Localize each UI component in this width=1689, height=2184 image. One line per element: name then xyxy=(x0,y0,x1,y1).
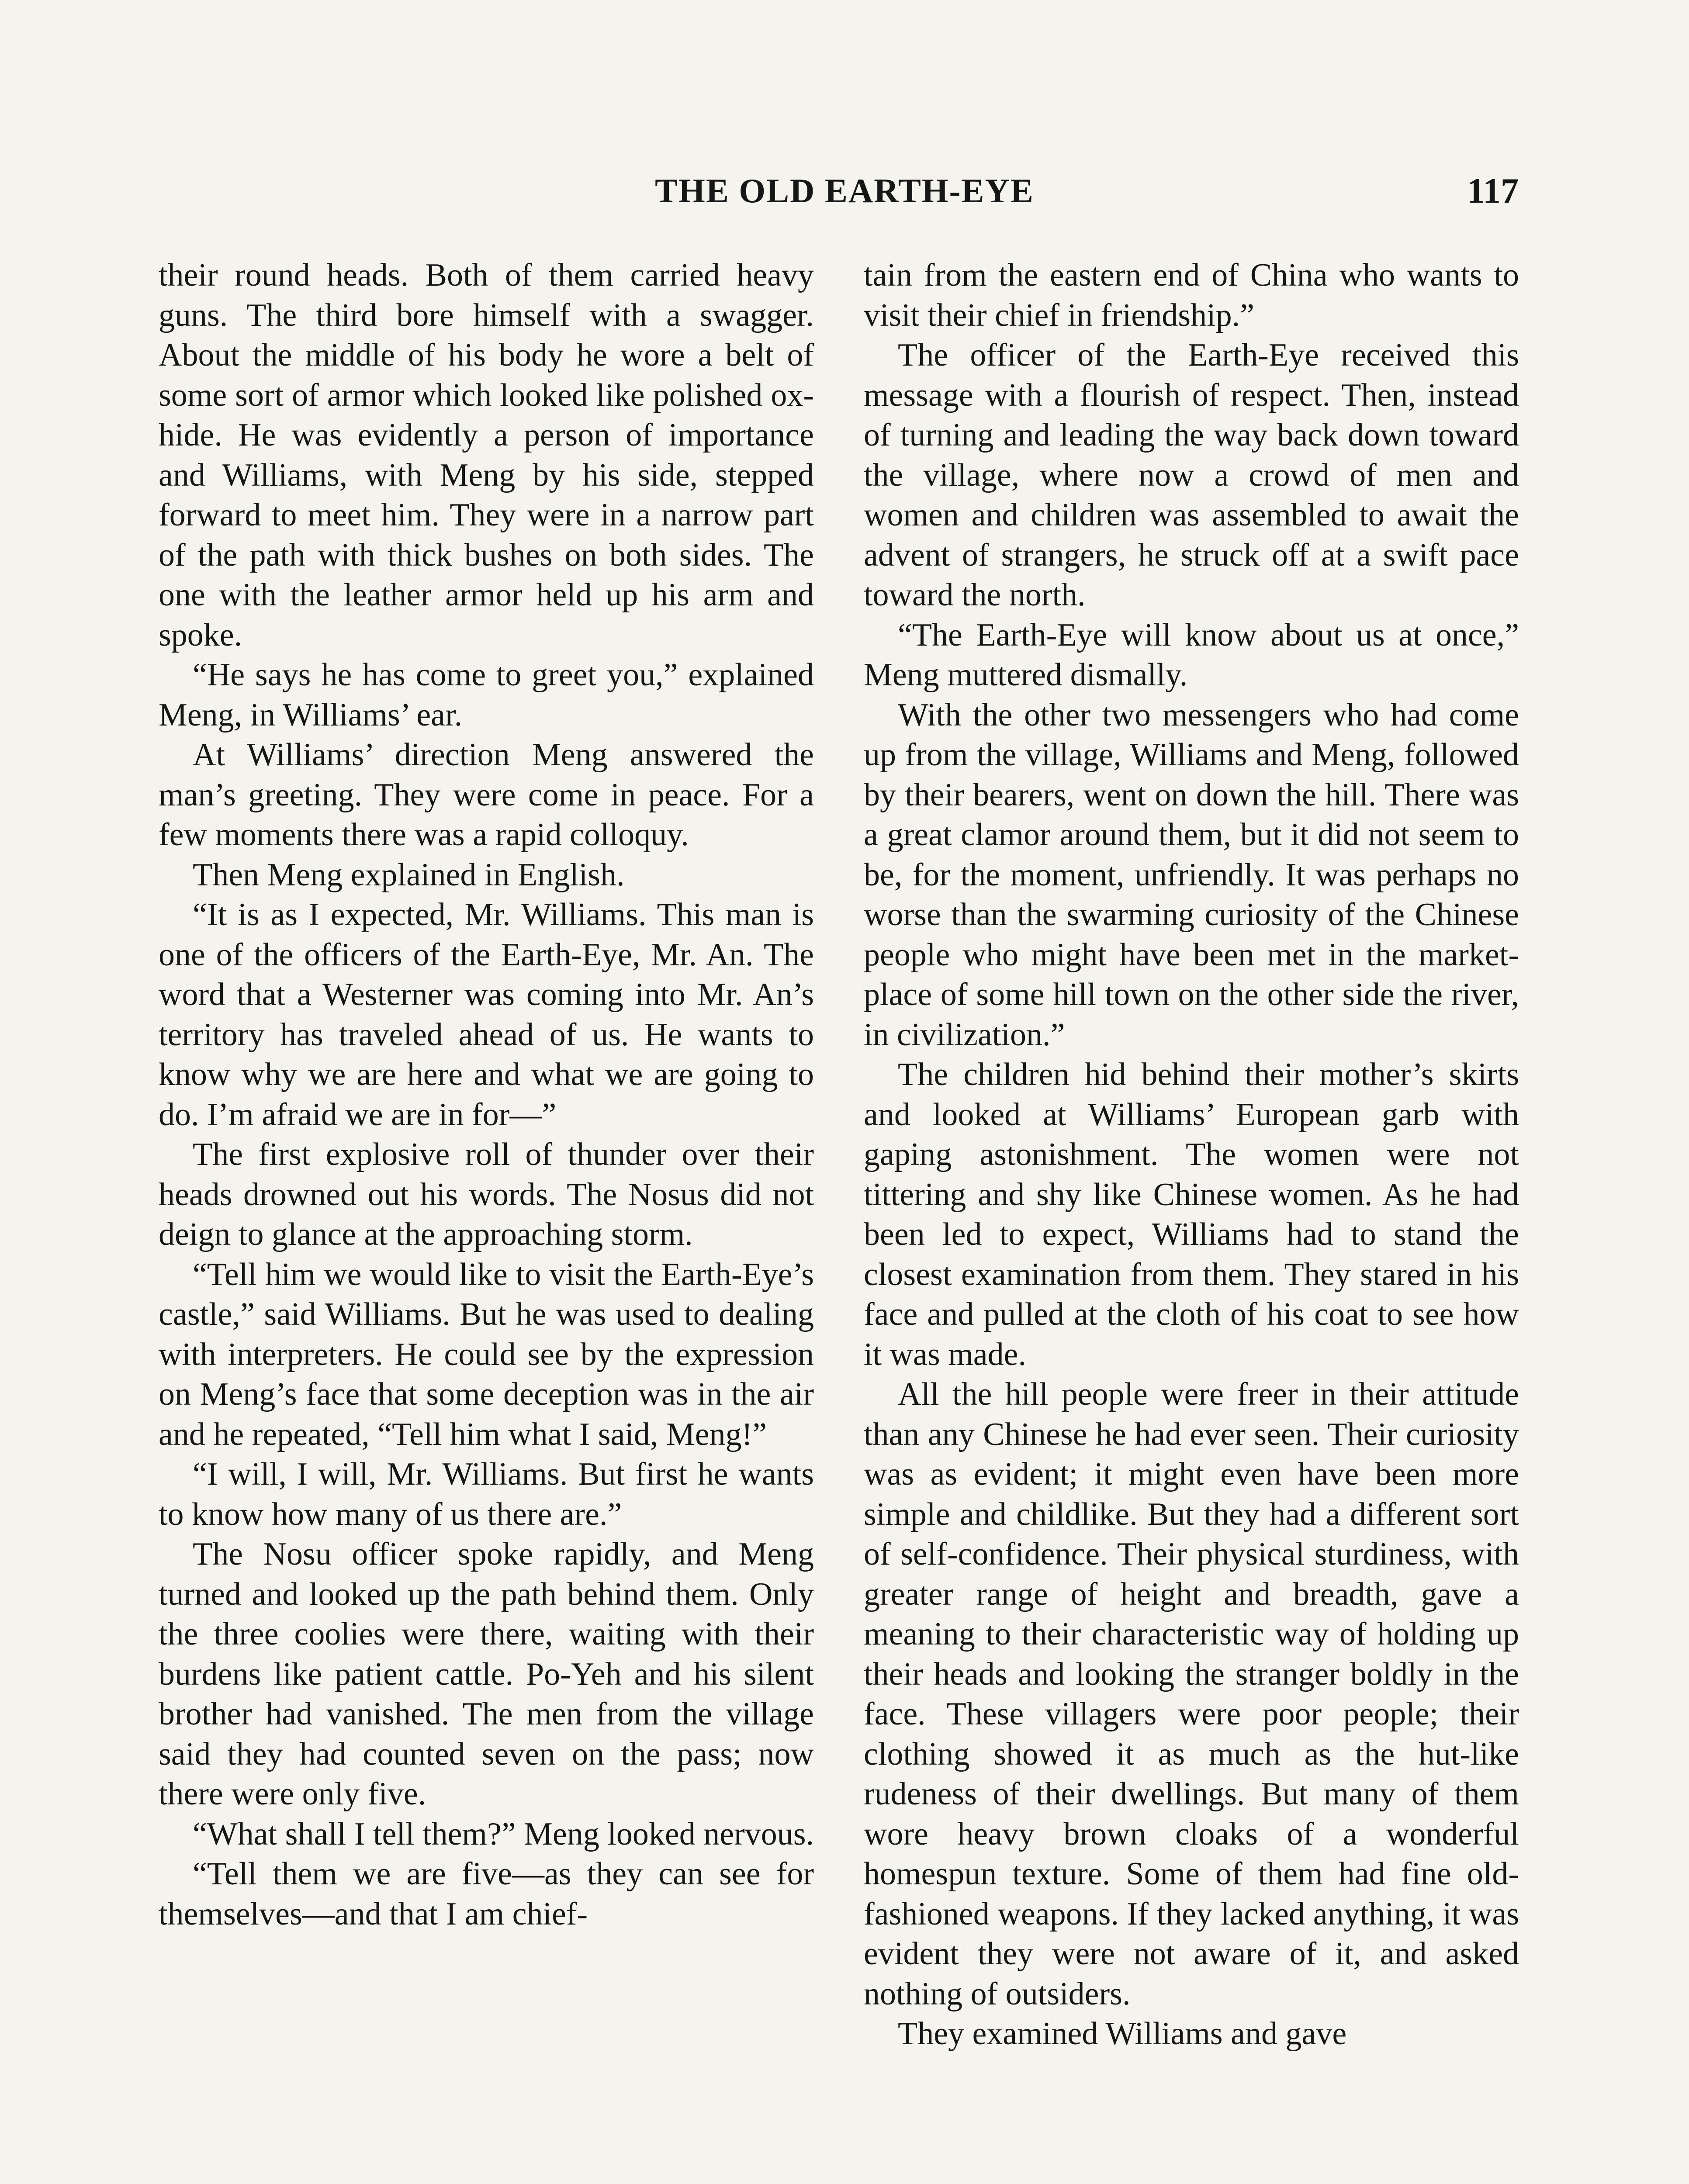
paragraph: “He says he has come to greet you,” explained Meng, in Williams’ ear. xyxy=(159,657,814,733)
right-column xyxy=(864,256,1519,2054)
page-number: 117 xyxy=(1467,171,1519,211)
paragraph: The first explosive roll of thunder over their heads drowned out his words. The Nosus did not deign to glance at the approaching storm. xyxy=(159,1137,814,1252)
paragraph: All the hill people were freer in their attitude than any Chinese he had ever seen. Their curiosity was as evident; it might even have been more simple and childlike. But they had a different sort of self-confidence. Their physical sturdiness, with greater range of height and breadth, gave a meaning to their characteristic way of holding up their heads and looking the stranger boldly in the face. These villagers were poor people; their clothing showed it as much as the hut-like rudeness of their dwellings. But many of them wore heavy brown cloaks of a wonderful homespun texture. Some of them had fine old-fashioned weapons. If they lacked anything, it was evident they were not aware of it, and asked nothing of outsiders. xyxy=(864,1376,1519,2012)
paragraph: Then Meng explained in English. xyxy=(193,857,625,893)
paragraph: The Nosu officer spoke rapidly, and Meng turned and looked up the path behind them. Only the three coolies were there, waiting with their burdens like patient cattle. Po-Yeh and his silent brother had vanished. The men from the village said they had counted seven on the pass; now there were only five. xyxy=(159,1536,814,1812)
left-column xyxy=(159,256,814,1934)
paragraph: their round heads. Both of them carried heavy guns. The third bore himself with a swagger. About the middle of his body he wore a belt of some sort of armor which looked like polished ox-hide. He was evidently a person of importance and Williams, with Meng by his side, stepped forward to meet him. They were in a narrow part of the path with thick bushes on both sides. The one with the leather armor held up his arm and spoke. xyxy=(159,257,814,653)
paragraph: “What shall I tell them?” Meng looked nervous. xyxy=(193,1816,814,1852)
paragraph: “I will, I will, Mr. Williams. But first he wants to know how many of us there are.” xyxy=(159,1456,814,1532)
running-head: THE OLD EARTH-EYE xyxy=(655,172,1034,210)
paragraph: tain from the eastern end of China who wants to visit their chief in friendship.” xyxy=(864,257,1519,333)
paragraph: The children hid behind their mother’s skirts and looked at Williams’ European garb with gaping astonishment. The women were not tittering and shy like Chinese women. As he had been led to expect, Williams had to stand the closest examination from them. They stared in his face and pulled at the cloth of his coat to see how it was made. xyxy=(864,1057,1519,1372)
paragraph: At Williams’ direction Meng answered the man’s greeting. They were come in peace. For a few moments there was a rapid colloquy. xyxy=(159,737,814,853)
paragraph: They examined Williams and gave xyxy=(898,2016,1347,2052)
page-header xyxy=(0,167,1689,215)
paragraph: With the other two messengers who had come up from the village, Williams and Meng, followed by their bearers, went on down the hill. There was a great clamor around them, but it did not seem to be, for the moment, unfriendly. It was perhaps no worse than the swarming curiosity of the Chinese people who might have been met in the market-place of some hill town on the other side the river, in civilization.” xyxy=(864,697,1519,1053)
paragraph: “It is as I expected, Mr. Williams. This man is one of the officers of the Earth-Eye, Mr. An. The word that a Westerner was coming into Mr. An’s territory has traveled ahead of us. He wants to know why we are here and what we are going to do. I’m afraid we are in for—” xyxy=(159,897,814,1133)
paragraph: “Tell him we would like to visit the Earth-Eye’s castle,” said Williams. But he was used to dealing with interpreters. He could see by the expression on Meng’s face that some deception was in the air and he repeated, “Tell him what I said, Meng!” xyxy=(159,1256,814,1452)
paragraph: “The Earth-Eye will know about us at once,” Meng muttered dismally. xyxy=(864,617,1519,693)
paragraph: “Tell them we are five—as they can see for themselves—and that I am chief- xyxy=(159,1856,814,1932)
paragraph: The officer of the Earth-Eye received this message with a flourish of respect. Then, instead of turning and leading the way back down toward the village, where now a crowd of men and women and children was assembled to await the advent of strangers, he struck off at a swift pace toward the north. xyxy=(864,337,1519,613)
